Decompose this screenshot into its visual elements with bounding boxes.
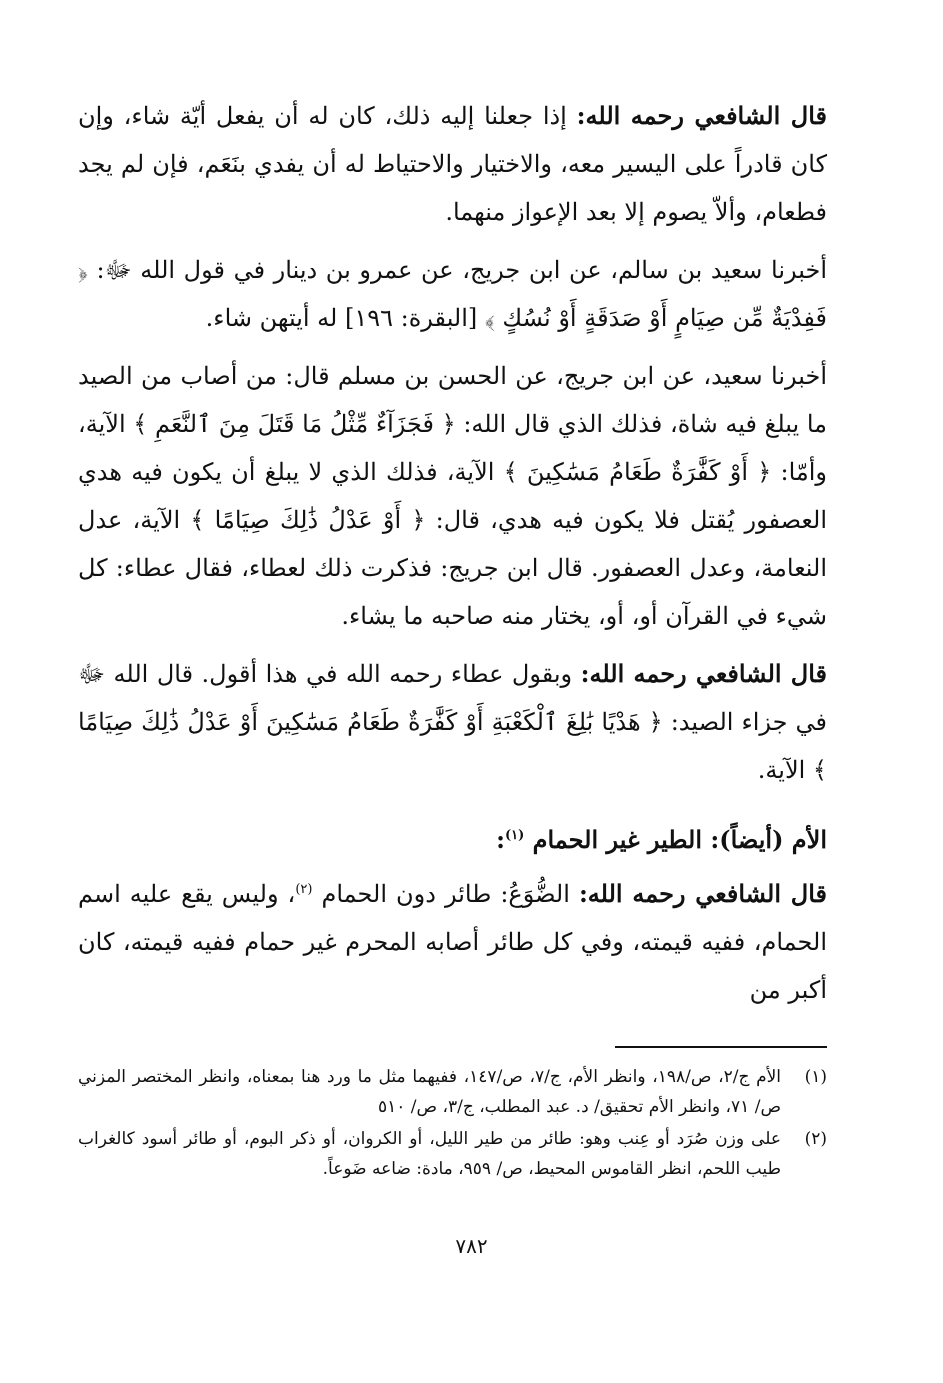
footnote-text: الأم ج/٢، ص/١٩٨، وانظر الأم، ج/٧، ص/١٤٧، ففيهما مثل ما ورد هنا بمعناه، وانظر المختصر المزني ص/ ٧١، وانظر الأم تحقيق/ د. عبد المطلب، ج/٣، ص/ ٥١٠ [78, 1067, 782, 1117]
paragraph-text-continued: ، وليس يقع عليه اسم الحمام، ففيه قيمته، وفي كل طائر أصابه المحرم غير حمام ففيه قيمته، كان أكبر من [78, 880, 827, 1004]
paragraph-text: أخبرنا سعيد، عن ابن جريج، عن الحسن بن مسلم قال: من أصاب من الصيد ما يبلغ فيه شاة، فذلك الذي قال الله: ﴿ فَجَزَآءٌ مِّثْلُ مَا قَتَلَ مِنَ ٱلنَّعَمِ ﴾ الآية، وأمّا: ﴿ أَوْ كَفَّٰرَةٌ طَعَامُ مَسَٰكِينَ ﴾ الآية، فذلك الذي لا يبلغ أن يكون فيه هدي العصفور يُقتل فلا يكون فيه هدي، قال: ﴿ أَوْ عَدْلُ ذَٰلِكَ صِيَامًا ﴾ الآية، عدل النعامة، وعدل العصفور. قال ابن جريج: فذكرت ذلك لعطاء، فقال عطاء: كل شيء في القرآن أو، أو، يختار منه صاحبه ما يشاء. [78, 362, 827, 630]
footnote-separator [615, 1046, 827, 1048]
footnote-2 [78, 1124, 827, 1184]
heading-text: الأم (أيضاً): الطير غير الحمام [532, 825, 827, 854]
footnote-number: (١) [804, 1067, 827, 1087]
main-text [78, 92, 827, 1014]
footnote-text: على وزن صُرَد أو عِنب وهو: طائر من طير الليل، أو الكروان، أو ذكر البوم، أو طائر أسود كالغراب طيب اللحم، انظر القاموس المحيط، ص/ ٩٥٩، مادة: ضاعه ضَوعاً. [78, 1129, 781, 1179]
paragraph-4 [78, 650, 827, 794]
paragraph-1 [78, 92, 827, 236]
page-number: ٧٨٢ [455, 1234, 488, 1258]
paragraph-text: وبقول عطاء رحمه الله في هذا أقول. قال الله ﷻ في جزاء الصيد: ﴿ هَدْيًا بَٰلِغَ ٱلْكَعْبَةِ أَوْ كَفَّٰرَةٌ طَعَامُ مَسَٰكِينَ أَوْ عَدْلُ ذَٰلِكَ صِيَامًا ﴾ الآية. [78, 660, 827, 784]
paragraph-3 [78, 352, 827, 640]
footnotes [78, 1062, 827, 1186]
heading-colon: : [496, 825, 505, 854]
footnote-1 [78, 1062, 827, 1122]
paragraph-lead: قال الشافعي رحمه الله: [578, 879, 827, 908]
footnote-number: (٢) [804, 1129, 827, 1149]
paragraph-text: الضُّوَعُ: طائر دون الحمام [321, 880, 579, 908]
footnote-ref-1: (١) [504, 828, 525, 843]
paragraph-text: أخبرنا سعيد بن سالم، عن ابن جريج، عن عمرو بن دينار في قول الله ﷻ: ﴿ فَفِدْيَةٌ مِّن صِيَامٍ أَوْ صَدَقَةٍ أَوْ نُسُكٍ ﴾ [البقرة: ١٩٦] له أيتهن شاء. [78, 256, 828, 332]
paragraph-text: إذا جعلنا إليه ذلك، كان له أن يفعل أيّة شاء، وإن كان قادراً على اليسير معه، والاختيار والاحتياط له أن يفدي بنَعَم، فإن لم يجد فطعام، وألاّ يصوم إلا بعد الإعواز منهما. [78, 102, 827, 226]
paragraph-2 [78, 246, 827, 342]
section-heading [78, 820, 827, 860]
footnote-ref-2: (٢) [295, 882, 313, 897]
paragraph-lead: قال الشافعي رحمه الله: [580, 659, 827, 688]
paragraph-lead: قال الشافعي رحمه الله: [576, 101, 827, 130]
paragraph-5 [78, 870, 827, 1014]
